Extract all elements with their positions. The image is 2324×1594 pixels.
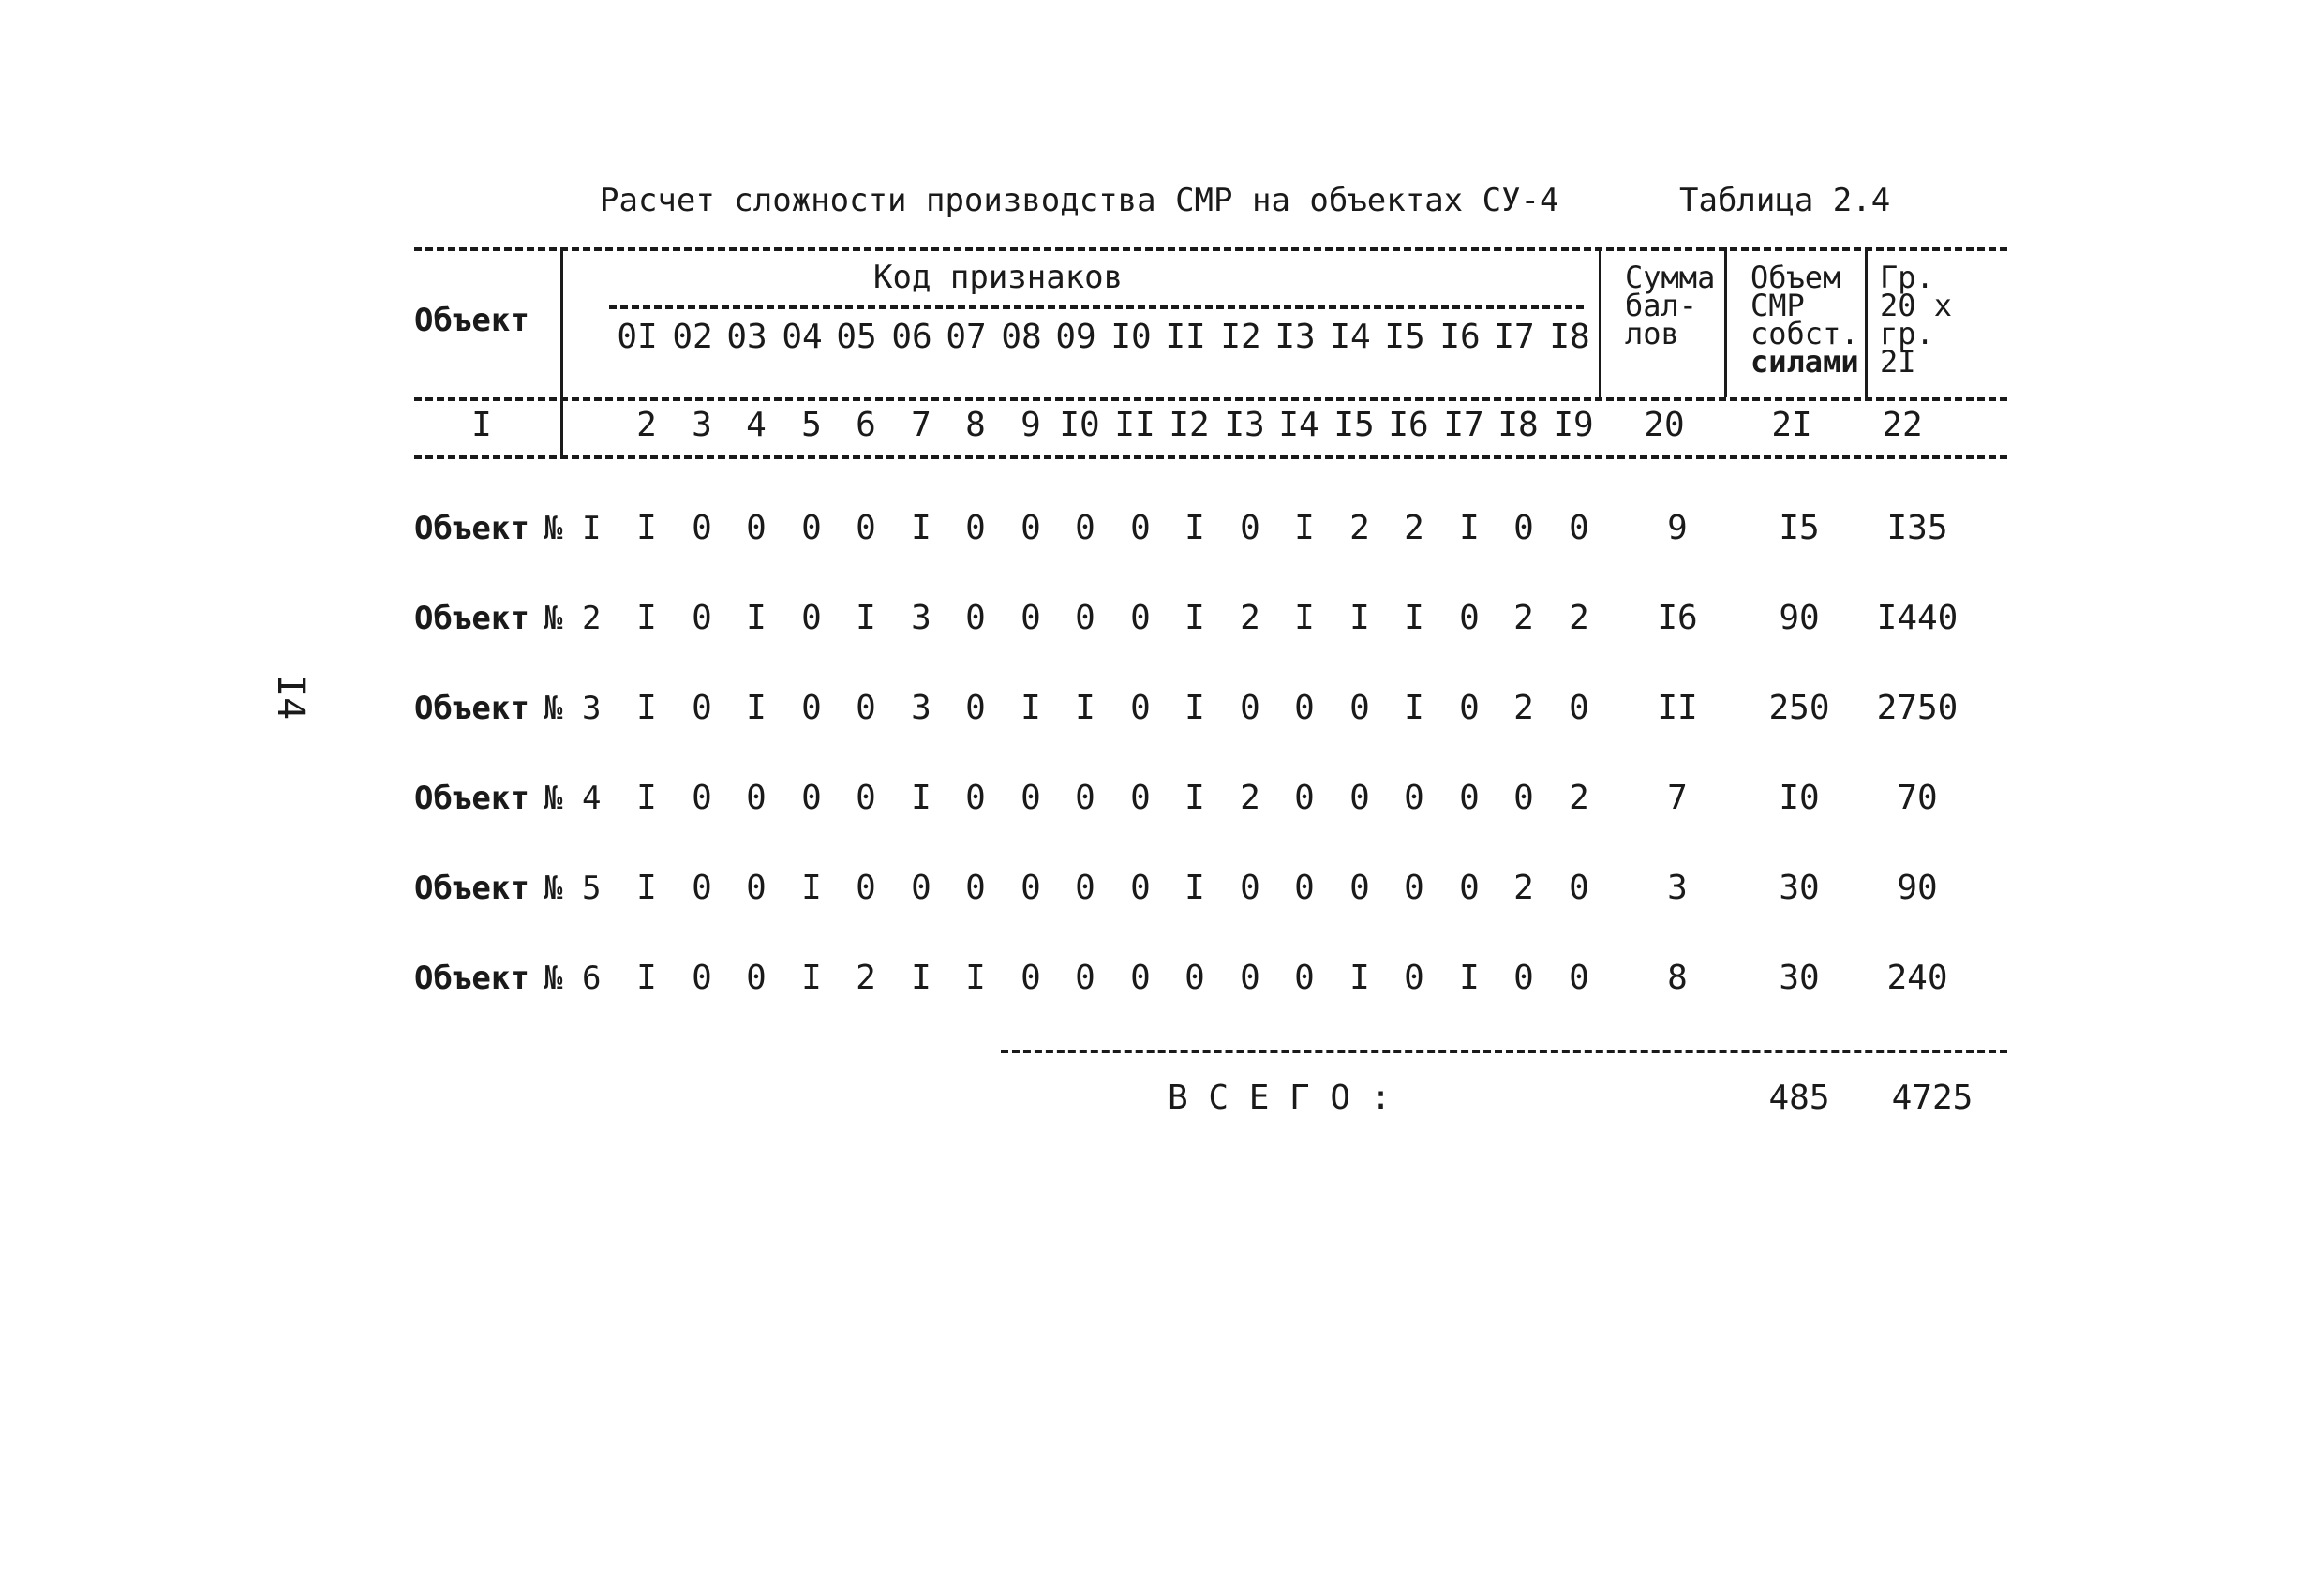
row-code-value: I: [1020, 689, 1041, 727]
row-object-number: № 5: [544, 870, 602, 907]
row-volume: I5: [1779, 509, 1820, 547]
row-product: 2750: [1876, 689, 1959, 727]
column-number: 3: [692, 406, 712, 444]
row-code-value: I: [911, 959, 931, 997]
row-volume: 90: [1779, 599, 1820, 637]
row-code-value: 0: [856, 869, 876, 907]
header-sum-line: бал-: [1625, 288, 1698, 323]
row-code-value: 0: [1294, 779, 1315, 817]
header-volume-line: СМР: [1750, 288, 1805, 323]
row-code-value: 0: [692, 869, 712, 907]
header-product-line: Гр.: [1880, 260, 1934, 295]
header-bottom-rule: [414, 397, 2007, 401]
row-code-value: 0: [801, 599, 822, 637]
row-code-value: 0: [1404, 869, 1424, 907]
row-code-value: 0: [1513, 779, 1534, 817]
row-code-value: 0: [1075, 959, 1095, 997]
total-volume: 485: [1768, 1079, 1830, 1117]
row-code-value: 0: [1130, 599, 1151, 637]
row-code-value: 0: [965, 779, 986, 817]
header-sum-line: Сумма: [1625, 260, 1716, 295]
column-number: I: [471, 406, 492, 444]
row-code-value: 0: [1294, 689, 1315, 727]
row-code-value: 0: [746, 959, 767, 997]
row-code-value: 0: [1240, 689, 1260, 727]
row-code-value: 0: [965, 869, 986, 907]
total-label: В С Е Г О :: [1168, 1079, 1392, 1117]
column-number: II: [1114, 406, 1155, 444]
row-product: I35: [1886, 509, 1948, 547]
row-code-value: I: [1459, 509, 1480, 547]
row-object-name: Объект: [414, 510, 529, 547]
code-header: 07: [946, 318, 987, 356]
row-sum: II: [1657, 689, 1698, 727]
row-code-value: 0: [1075, 599, 1095, 637]
code-header: 0I: [617, 318, 658, 356]
row-code-value: 0: [1075, 869, 1095, 907]
total-rule: [1001, 1050, 2007, 1053]
column-number: I8: [1497, 406, 1539, 444]
column-number: I5: [1333, 406, 1375, 444]
row-code-value: 2: [1240, 599, 1260, 637]
bracket-left: [560, 247, 563, 455]
row-code-value: I: [1075, 689, 1095, 727]
row-sum: 3: [1667, 869, 1688, 907]
column-number: I7: [1443, 406, 1484, 444]
column-number: 20: [1644, 406, 1685, 444]
row-code-value: I: [746, 599, 767, 637]
row-code-value: 0: [856, 509, 876, 547]
code-header: I8: [1549, 318, 1590, 356]
row-code-value: I: [636, 509, 657, 547]
row-code-value: I: [636, 689, 657, 727]
row-code-value: 0: [1459, 599, 1480, 637]
row-sum: 8: [1667, 959, 1688, 997]
row-code-value: 0: [801, 509, 822, 547]
code-header: 06: [891, 318, 932, 356]
row-code-value: I: [856, 599, 876, 637]
column-number: 6: [856, 406, 876, 444]
code-group-rule: [609, 305, 1584, 309]
row-code-value: 0: [1459, 779, 1480, 817]
header-product-line: гр.: [1880, 316, 1934, 351]
row-code-value: 0: [1075, 509, 1095, 547]
row-sum: 7: [1667, 779, 1688, 817]
code-header: I7: [1494, 318, 1535, 356]
row-object-number: № I: [544, 510, 602, 547]
row-code-value: I: [1184, 689, 1205, 727]
row-code-value: 0: [1513, 959, 1534, 997]
row-code-value: 0: [1404, 959, 1424, 997]
row-code-value: 0: [1075, 779, 1095, 817]
row-code-value: I: [1349, 959, 1370, 997]
header-top-rule: [414, 247, 2007, 251]
row-code-value: I: [636, 779, 657, 817]
code-header: I5: [1384, 318, 1425, 356]
header-object: Объект: [414, 302, 529, 339]
row-code-value: 0: [1020, 959, 1041, 997]
header-code-group: Код признаков: [873, 259, 1124, 296]
row-product: 70: [1897, 779, 1938, 817]
code-header: II: [1165, 318, 1206, 356]
row-code-value: 0: [692, 689, 712, 727]
row-code-value: 2: [1569, 779, 1589, 817]
row-product: I440: [1876, 599, 1959, 637]
row-code-value: 2: [1240, 779, 1260, 817]
row-volume: 250: [1768, 689, 1830, 727]
row-code-value: 0: [692, 779, 712, 817]
row-code-value: 0: [1459, 869, 1480, 907]
code-header: I4: [1330, 318, 1371, 356]
row-code-value: 2: [1569, 599, 1589, 637]
row-code-value: 0: [1513, 509, 1534, 547]
row-code-value: 0: [692, 509, 712, 547]
code-header: 08: [1001, 318, 1042, 356]
row-code-value: 2: [856, 959, 876, 997]
row-code-value: 0: [1240, 869, 1260, 907]
row-code-value: I: [1184, 599, 1205, 637]
column-number: I9: [1553, 406, 1594, 444]
row-code-value: 0: [1020, 779, 1041, 817]
row-code-value: I: [636, 869, 657, 907]
column-number: 7: [911, 406, 931, 444]
row-volume: 30: [1779, 959, 1820, 997]
row-code-value: 0: [692, 599, 712, 637]
header-volume-line: Объем: [1750, 260, 1841, 295]
row-code-value: 0: [1130, 959, 1151, 997]
header-sum-line: лов: [1625, 316, 1679, 351]
column-number: 4: [746, 406, 767, 444]
row-object-number: № 2: [544, 600, 602, 637]
row-code-value: 0: [1349, 869, 1370, 907]
row-code-value: I: [801, 959, 822, 997]
code-header: 02: [672, 318, 713, 356]
row-sum: I6: [1657, 599, 1698, 637]
code-header: I3: [1274, 318, 1316, 356]
row-code-value: 0: [965, 509, 986, 547]
row-code-value: 0: [1349, 779, 1370, 817]
row-object-number: № 3: [544, 690, 602, 727]
row-code-value: 0: [1020, 869, 1041, 907]
row-code-value: 0: [1130, 509, 1151, 547]
row-code-value: 0: [1184, 959, 1205, 997]
bracket-sum-right: [1724, 247, 1727, 397]
row-code-value: I: [911, 509, 931, 547]
row-code-value: 3: [911, 599, 931, 637]
header-volume-line: силами: [1750, 344, 1859, 380]
row-code-value: 0: [965, 689, 986, 727]
column-number: 8: [965, 406, 986, 444]
row-code-value: 0: [746, 869, 767, 907]
column-number: I2: [1169, 406, 1210, 444]
column-number: 22: [1882, 406, 1923, 444]
code-header: 05: [836, 318, 877, 356]
row-volume: I0: [1779, 779, 1820, 817]
row-code-value: 0: [1130, 689, 1151, 727]
page-number: I4: [269, 675, 312, 721]
column-number: 2: [636, 406, 657, 444]
row-product: 240: [1886, 959, 1948, 997]
header-product-line: 20 х: [1880, 288, 1953, 323]
row-code-value: I: [965, 959, 986, 997]
row-code-value: 0: [965, 599, 986, 637]
row-object-name: Объект: [414, 780, 529, 817]
row-code-value: 0: [801, 689, 822, 727]
column-number: 9: [1020, 406, 1041, 444]
column-number: 2I: [1771, 406, 1812, 444]
row-code-value: 0: [1020, 599, 1041, 637]
row-code-value: I: [911, 779, 931, 817]
row-code-value: 0: [1404, 779, 1424, 817]
row-code-value: I: [746, 689, 767, 727]
code-header: I2: [1220, 318, 1261, 356]
row-code-value: I: [1184, 779, 1205, 817]
row-code-value: 0: [911, 869, 931, 907]
row-code-value: 0: [1569, 959, 1589, 997]
row-code-value: I: [1294, 509, 1315, 547]
row-code-value: 0: [1294, 959, 1315, 997]
code-header: I6: [1439, 318, 1481, 356]
row-code-value: I: [1184, 509, 1205, 547]
row-code-value: 2: [1513, 599, 1534, 637]
row-object-number: № 6: [544, 960, 602, 997]
row-code-value: 0: [1240, 959, 1260, 997]
header-product-line: 2I: [1880, 344, 1916, 380]
code-header: I0: [1110, 318, 1152, 356]
row-code-value: I: [1404, 689, 1424, 727]
row-code-value: 0: [1349, 689, 1370, 727]
row-code-value: 0: [1130, 779, 1151, 817]
row-code-value: I: [1184, 869, 1205, 907]
code-header: 04: [782, 318, 823, 356]
row-code-value: I: [1459, 959, 1480, 997]
row-object-name: Объект: [414, 960, 529, 997]
row-code-value: 0: [1240, 509, 1260, 547]
row-object-name: Объект: [414, 600, 529, 637]
row-code-value: 0: [1459, 689, 1480, 727]
table-title: Расчет сложности производства СМР на объектах СУ-4: [600, 182, 1559, 219]
row-code-value: 0: [746, 779, 767, 817]
row-code-value: 0: [1569, 509, 1589, 547]
bracket-volume-right: [1865, 247, 1868, 397]
row-code-value: 3: [911, 689, 931, 727]
row-code-value: 0: [801, 779, 822, 817]
row-code-value: I: [636, 959, 657, 997]
row-code-value: I: [801, 869, 822, 907]
row-code-value: 0: [1130, 869, 1151, 907]
bracket-codes-right: [1599, 247, 1601, 397]
row-code-value: 0: [746, 509, 767, 547]
header-volume-line: собст.: [1750, 316, 1859, 351]
row-code-value: 0: [856, 689, 876, 727]
total-product: 4725: [1891, 1079, 1974, 1117]
row-code-value: 0: [856, 779, 876, 817]
row-code-value: 2: [1513, 869, 1534, 907]
row-code-value: 0: [1569, 689, 1589, 727]
column-number: I3: [1224, 406, 1265, 444]
row-product: 90: [1897, 869, 1938, 907]
colnum-bottom-rule: [414, 455, 2007, 459]
row-code-value: 2: [1513, 689, 1534, 727]
row-code-value: I: [1404, 599, 1424, 637]
row-object-name: Объект: [414, 870, 529, 907]
row-code-value: 0: [1569, 869, 1589, 907]
row-volume: 30: [1779, 869, 1820, 907]
row-code-value: I: [1349, 599, 1370, 637]
code-header: 09: [1055, 318, 1096, 356]
row-code-value: 0: [1294, 869, 1315, 907]
row-code-value: 0: [1020, 509, 1041, 547]
row-code-value: I: [1294, 599, 1315, 637]
row-code-value: 0: [692, 959, 712, 997]
row-object-name: Объект: [414, 690, 529, 727]
column-number: I4: [1278, 406, 1319, 444]
column-number: 5: [801, 406, 822, 444]
table-label: Таблица 2.4: [1679, 182, 1891, 219]
code-header: 03: [726, 318, 767, 356]
row-code-value: 2: [1404, 509, 1424, 547]
row-code-value: I: [636, 599, 657, 637]
row-object-number: № 4: [544, 780, 602, 817]
column-number: I0: [1059, 406, 1100, 444]
row-code-value: 2: [1349, 509, 1370, 547]
column-number: I6: [1388, 406, 1429, 444]
row-sum: 9: [1667, 509, 1688, 547]
